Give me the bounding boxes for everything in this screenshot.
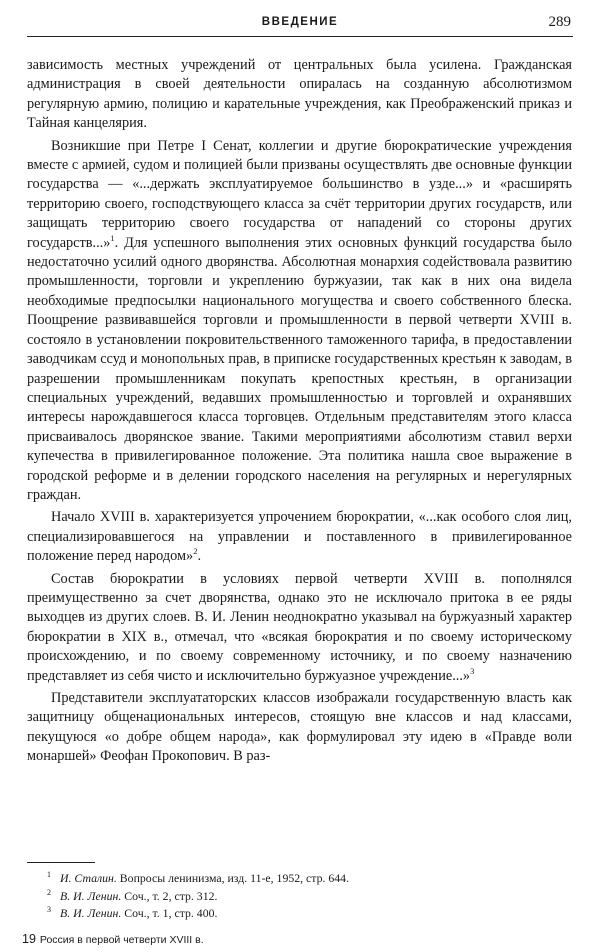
page-header <box>27 14 573 38</box>
footnotes <box>47 870 567 923</box>
paragraph-4: Состав бюрократии в условиях первой четверти XVIII в. пополнялся преимущественно за счет дворянства, однако это не исключало притока в ее ряды выходцев из других слоев. В. И. Ленин неоднократно указывал на буржуазный характер бюрократии в XIX в., отмечал, что «всякая бюрократия и по своему историческому происхождению, и по своему современному источнику, и по своему назначению представляет из себя чисто и исключительно буржуазное учреждение...»$^3$ <box>27 570 572 684</box>
paragraph-2: Возникшие при Петре I Сенат, коллегии и другие бюрократические учреждения вместе с армией, судом и полицией были призваны осуществлять две основные функции государства — «...держать эксплуатируемое большинство в узде...» и «расширять территорию своего, господствующего класса за счёт территории других государств, или защищать территорию своего государства от нападений со стороны других государств...»$^1$. Для успешного выполнения этих основных функций государства было недостаточно усилий одного дворянства. Абсолютная монархия содействовала развитию промышленности, торговли и укреплению буржуазии, так как в них она видела необходимые предпосылки национального могущества и своего собственного блеска. Поощрение развивавшейся торговли и промышленности в первой четверти XVIII в. состояло в установлении покровительственного таможенного тарифа, в предоставлении заводчикам ссуд и монопольных прав, в приписке государственных крестьян к заводам, в разрешении промышленникам покупать крепостных крестьян, в организации специальных учреждений, ведавших промышленностью и торговлей и охранявших интересы нарождавшегося класса торговцев. Отдельным представителям этого класса присваивалось дворянское звание. Такими мероприятиями абсолютизм ставил верхи купечества в привилегированное положение. Эта политика нашла свое выражение в городской реформе и в делении городского населения на регулярных и нерегулярных граждан. <box>27 137 572 503</box>
footnote-ref-1: 1 <box>110 232 115 243</box>
paragraph-1: зависимость местных учреждений от центральных была усилена. Гражданская администрация в своей деятельности опиралась на созданную абсолютизмом регулярную армию, полицию и карательные учреждения, как Преображенский приказ и Тайная канцелярия. <box>27 57 572 132</box>
footnote-ref-3: 3 <box>470 665 475 676</box>
footnote-ref-2: 2 <box>193 546 198 557</box>
footnote-author: И. Сталин. <box>60 871 117 885</box>
footnote-2: 2 В. И. Ленин. Соч., т. 2, стр. 312. <box>47 887 218 903</box>
footnote-text: Вопросы ленинизма, изд. 11-е, 1952, стр. 644. <box>116 871 350 885</box>
paragraph-5: Представители эксплуататорских классов изображали государственную власть как защитницу общенациональных интересов, стоящую вне классов и над классами, пекущуюся «о добре общем народа», как формулировал эту идею в «Правде воли монаршей» Феофан Прокопович. В раз- <box>27 690 572 765</box>
page-number: 289 <box>548 14 571 30</box>
footnote-author: В. И. Ленин. <box>60 906 122 920</box>
paragraph-3: Начало XVIII в. характеризуется упрочением бюрократии, «...как особого слоя лиц, специализировавшегося на управлении и поставленного в привилегированное положение перед народом»$^2$. <box>27 509 572 565</box>
footnote-author: В. И. Ленин. <box>60 888 122 903</box>
footnote-1: 1 И. Сталин. Вопросы ленинизма, изд. 11-е, 1952, стр. 644. <box>47 870 350 885</box>
printer-signature <box>22 932 204 946</box>
header-rule <box>27 36 573 37</box>
footnote-text: Соч., т. 1, стр. 400. <box>121 906 218 920</box>
signature-text: Россия в первой четверти XVIII в. <box>39 934 204 946</box>
running-title: ВВЕДЕНИЕ <box>261 16 339 28</box>
body-text <box>27 56 572 770</box>
footnote-3: 3 В. И. Ленин. Соч., т. 1, стр. 400. <box>47 905 218 920</box>
signature-number: 19 <box>22 932 36 946</box>
footnote-text: Соч., т. 2, стр. 312. <box>121 888 218 903</box>
footnote-separator <box>27 862 95 863</box>
